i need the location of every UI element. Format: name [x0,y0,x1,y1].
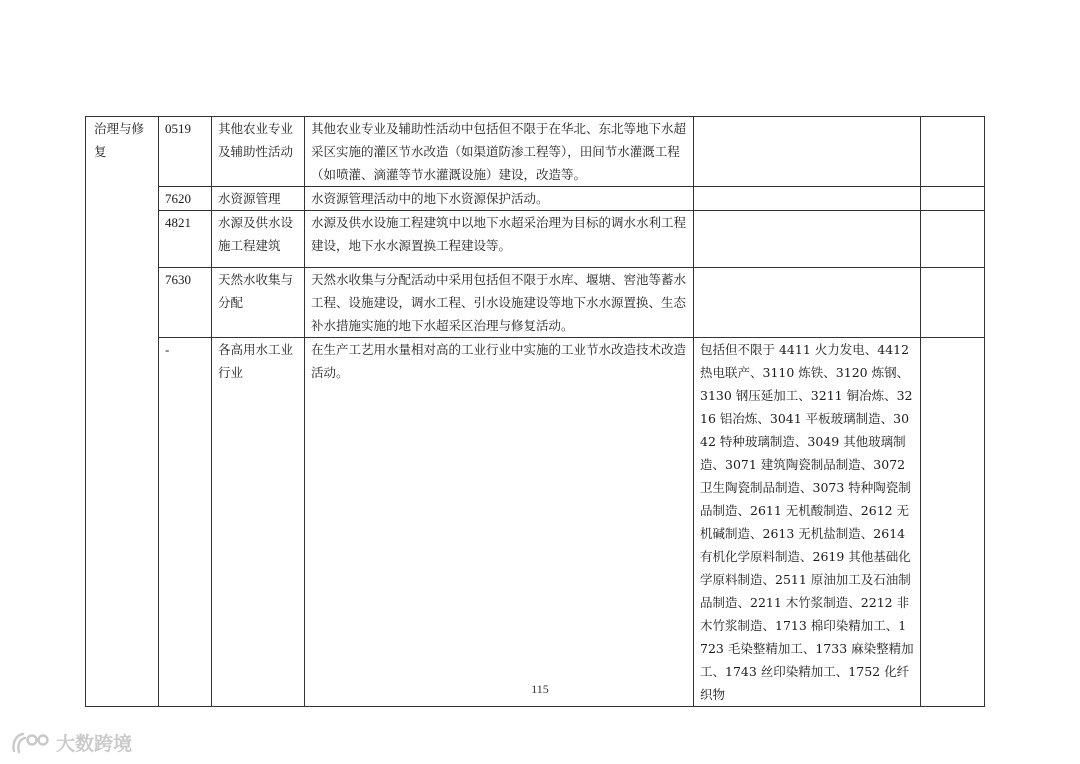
activity-description: 天然水收集与分配活动中采用包括但不限于水库、堰塘、窖池等蓄水工程、设施建设，调水工程、引水设施建设等地下水水源置换、生态补水措施实施的地下水超采区治理与修复活动。 [305,268,694,338]
note-cell [694,211,921,268]
industry-name: 各高用水工业行业 [212,338,305,707]
table-row [86,268,985,338]
watermark [10,729,132,756]
category-cell: 治理与修复 [86,117,159,707]
industry-catalog-table [85,116,985,707]
note-cell: 包括但不限于 4411 火力发电、4412 热电联产、3110 炼铁、3120 炼钢、3130 钢压延加工、3211 铜冶炼、3216 铝冶炼、3041 平板玻璃制造、3042 特种玻璃制造、3049 其他玻璃制造、3071 建筑陶瓷制品制造、3072 卫生陶瓷制品制造、3073 特种陶瓷制品制造、2611 无机酸制造、2612 无机碱制造、2613 无机盐制造、2614 有机化学原料制造、2619 其他基础化学原料制造、2511 原油加工及石油制品制造、2211 木竹浆制造、2212 非木竹浆制造、1713 棉印染精加工、1723 毛染整精加工、1733 麻染整精加工、1743 丝印染精加工、1752 化纤织物 [694,338,921,707]
brand-logo-icon [10,730,50,756]
note-cell [694,187,921,211]
extra-cell [921,211,985,268]
industry-code: 4821 [159,211,212,268]
industry-code: 0519 [159,117,212,187]
industry-code: 7620 [159,187,212,211]
activity-description: 在生产工艺用水量相对高的工业行业中实施的工业节水改造技术改造活动。 [305,338,694,707]
industry-name: 水源及供水设施工程建筑 [212,211,305,268]
table-row [86,117,985,187]
industry-name: 水资源管理 [212,187,305,211]
extra-cell [921,338,985,707]
watermark-text: 大数跨境 [56,733,133,755]
note-cell [694,268,921,338]
industry-code: - [159,338,212,707]
extra-cell [921,187,985,211]
industry-name: 天然水收集与分配 [212,268,305,338]
activity-description: 水资源管理活动中的地下水资源保护活动。 [305,187,694,211]
table-row [86,187,985,211]
page-number: 115 [531,682,549,696]
extra-cell [921,117,985,187]
activity-description: 水源及供水设施工程建筑中以地下水超采治理为目标的调水水利工程建设，地下水水源置换工程建设等。 [305,211,694,268]
extra-cell [921,268,985,338]
table-row [86,211,985,268]
industry-name: 其他农业专业及辅助性活动 [212,117,305,187]
table-row [86,338,985,707]
activity-description: 其他农业专业及辅助性活动中包括但不限于在华北、东北等地下水超采区实施的灌区节水改造（如渠道防渗工程等），田间节水灌溉工程（如喷灌、滴灌等节水灌溉设施）建设，改造等。 [305,117,694,187]
industry-code: 7630 [159,268,212,338]
note-cell [694,117,921,187]
